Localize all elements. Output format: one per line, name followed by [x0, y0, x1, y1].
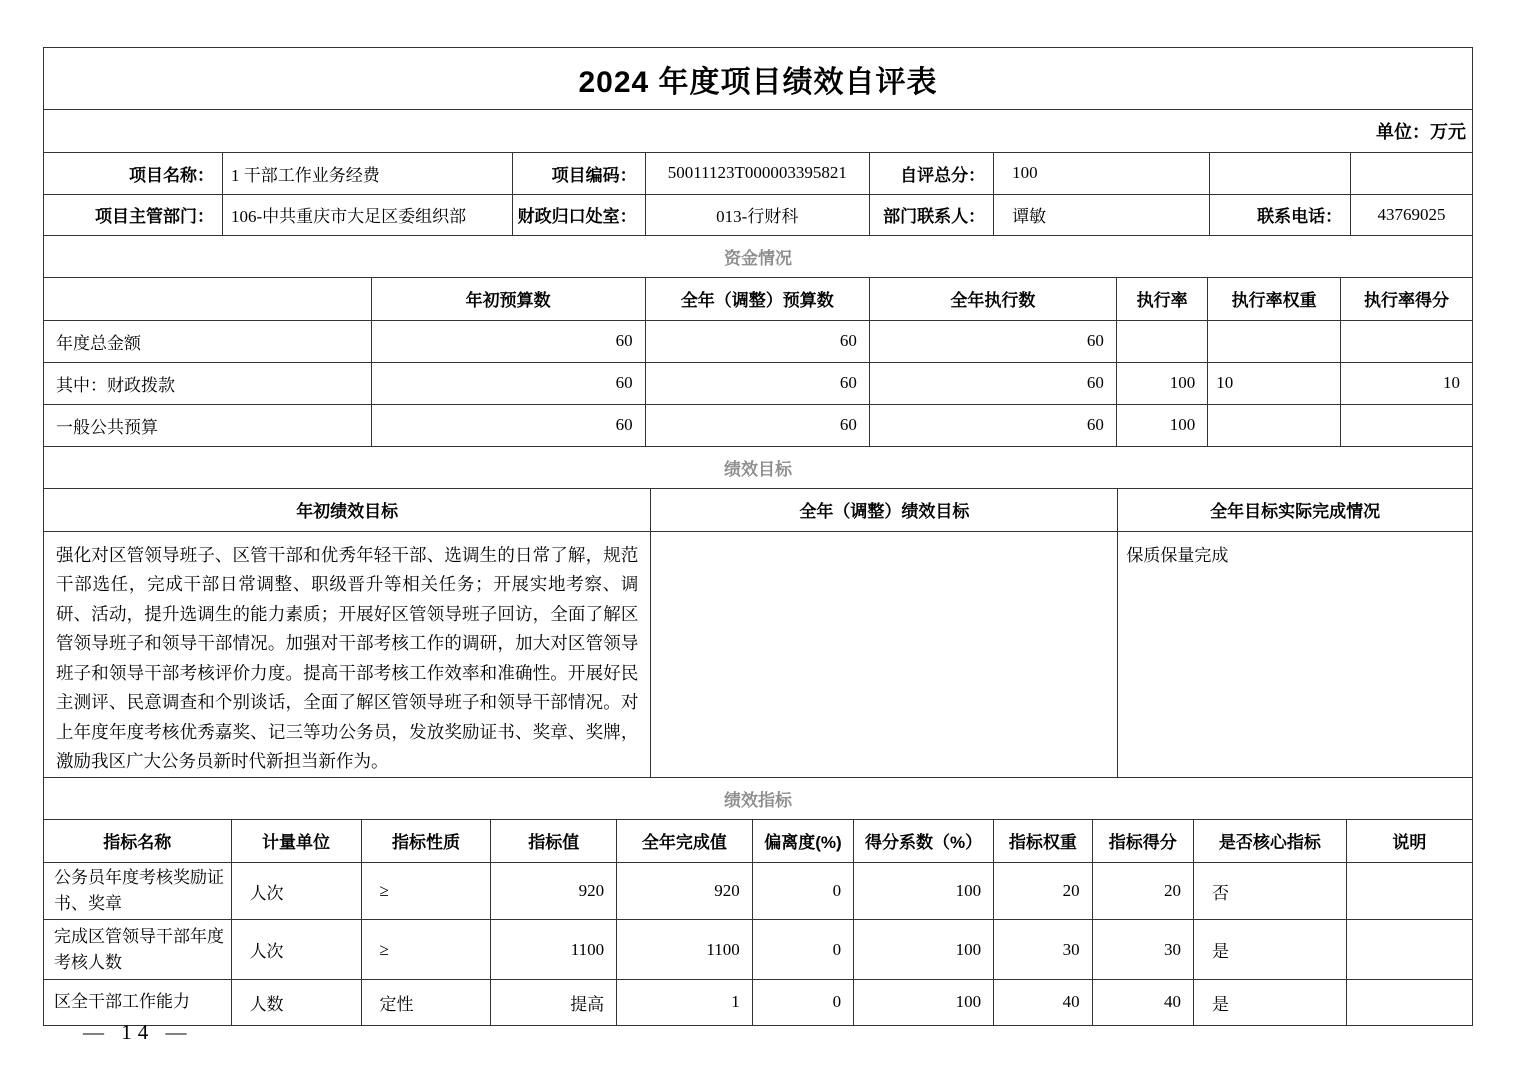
project-code-label: 项目编码： — [512, 153, 645, 194]
funding-cell: 60 — [645, 362, 869, 404]
indicator-weight: 30 — [994, 920, 1093, 980]
funding-col-rate-weight: 执行率权重 — [1208, 278, 1341, 320]
indicator-core: 是 — [1193, 980, 1346, 1025]
ind-col-target: 指标值 — [491, 820, 617, 863]
funding-cell: 60 — [645, 320, 869, 362]
ind-col-weight: 指标权重 — [994, 820, 1093, 863]
funding-cell: 10 — [1341, 362, 1472, 404]
goals-col-actual: 全年目标实际完成情况 — [1118, 489, 1472, 531]
funding-section-header — [44, 236, 1472, 278]
funding-col-initial-budget: 年初预算数 — [371, 278, 645, 320]
indicator-target: 提高 — [491, 980, 617, 1025]
indicator-nature: ≥ — [361, 863, 491, 920]
indicator-completed: 1 — [617, 980, 753, 1025]
contact-phone-label: 联系电话： — [1209, 194, 1350, 235]
ind-col-unit: 计量单位 — [231, 820, 361, 863]
goals-table — [44, 489, 1472, 778]
table-row — [44, 404, 1472, 446]
funding-cell: 60 — [371, 362, 645, 404]
indicator-note — [1346, 863, 1472, 920]
funding-col-execution-rate: 执行率 — [1116, 278, 1207, 320]
finance-office-label: 财政归口处室： — [512, 194, 645, 235]
funding-cell: 10 — [1208, 362, 1341, 404]
goals-section-title: 绩效目标 — [724, 460, 792, 479]
funding-cell: 100 — [1116, 362, 1207, 404]
indicator-target: 1100 — [491, 920, 617, 980]
department-value: 106-中共重庆市大足区委组织部 — [223, 194, 513, 235]
project-name-value: 1 干部工作业务经费 — [223, 153, 513, 194]
unit-note: 单位：万元 — [1376, 122, 1466, 142]
indicator-nature: ≥ — [361, 920, 491, 980]
indicator-weight: 40 — [994, 980, 1093, 1025]
indicator-weight: 20 — [994, 863, 1093, 920]
indicators-table — [44, 820, 1472, 1025]
indicator-score: 30 — [1092, 920, 1193, 980]
adjusted-goal-text — [651, 531, 1118, 777]
funding-cell — [1208, 404, 1341, 446]
table-row — [44, 863, 1472, 920]
funding-cell: 100 — [1116, 404, 1207, 446]
project-name-label: 项目名称： — [44, 153, 223, 194]
funding-cell: 60 — [371, 320, 645, 362]
department-label: 项目主管部门： — [44, 194, 223, 235]
ind-col-nature: 指标性质 — [361, 820, 491, 863]
ind-col-name: 指标名称 — [44, 820, 231, 863]
table-row — [44, 362, 1472, 404]
indicator-score-coef: 100 — [854, 920, 994, 980]
contact-person-value: 谭敏 — [994, 194, 1210, 235]
funding-cell: 60 — [371, 404, 645, 446]
indicator-score: 40 — [1092, 980, 1193, 1025]
table-row — [44, 320, 1472, 362]
ind-col-core: 是否核心指标 — [1193, 820, 1346, 863]
indicator-name: 完成区管领导干部年度考核人数 — [44, 920, 231, 980]
empty-cell — [1351, 153, 1472, 194]
actual-completion-text: 保质保量完成 — [1118, 531, 1472, 777]
indicator-deviation: 0 — [752, 863, 853, 920]
funding-cell: 60 — [869, 362, 1116, 404]
table-row — [44, 980, 1472, 1025]
funding-cell: 60 — [869, 320, 1116, 362]
indicator-target: 920 — [491, 863, 617, 920]
table-row — [44, 194, 1472, 235]
self-evaluation-form — [43, 47, 1473, 1026]
page-title: 2024 年度项目绩效自评表 — [578, 65, 938, 99]
indicator-score: 20 — [1092, 863, 1193, 920]
funding-row-label: 年度总金额 — [44, 320, 371, 362]
funding-table — [44, 278, 1472, 447]
funding-col-adjusted-budget: 全年（调整）预算数 — [645, 278, 869, 320]
empty-cell — [1209, 153, 1350, 194]
table-row — [44, 920, 1472, 980]
goals-col-initial: 年初绩效目标 — [44, 489, 651, 531]
contact-phone-value: 43769025 — [1351, 194, 1472, 235]
goals-col-adjusted: 全年（调整）绩效目标 — [651, 489, 1118, 531]
funding-cell — [1116, 320, 1207, 362]
goals-header-row — [44, 489, 1472, 531]
page-number: — 14 — — [83, 1020, 193, 1044]
table-row — [44, 531, 1472, 777]
indicator-deviation: 0 — [752, 980, 853, 1025]
indicator-note — [1346, 980, 1472, 1025]
indicator-name: 公务员年度考核奖励证书、奖章 — [44, 863, 231, 920]
funding-section-title: 资金情况 — [724, 249, 792, 268]
indicator-completed: 920 — [617, 863, 753, 920]
indicator-nature: 定性 — [361, 980, 491, 1025]
self-score-label: 自评总分： — [869, 153, 993, 194]
indicator-unit: 人次 — [231, 863, 361, 920]
ind-col-score: 指标得分 — [1092, 820, 1193, 863]
indicator-score-coef: 100 — [854, 980, 994, 1025]
ind-col-completed: 全年完成值 — [617, 820, 753, 863]
funding-row-label: 其中：财政拨款 — [44, 362, 371, 404]
funding-cell — [1341, 404, 1472, 446]
funding-col-rate-score: 执行率得分 — [1341, 278, 1472, 320]
unit-row — [44, 110, 1472, 153]
finance-office-value: 013-行财科 — [645, 194, 869, 235]
funding-header-row — [44, 278, 1472, 320]
funding-col-blank — [44, 278, 371, 320]
contact-person-label: 部门联系人： — [869, 194, 993, 235]
indicator-core: 否 — [1193, 863, 1346, 920]
indicators-section-title: 绩效指标 — [724, 790, 792, 810]
goals-section-header — [44, 447, 1472, 489]
project-info-table — [44, 153, 1472, 236]
funding-cell: 60 — [645, 404, 869, 446]
indicator-note — [1346, 920, 1472, 980]
table-row — [44, 153, 1472, 194]
indicators-header-row — [44, 820, 1472, 863]
funding-cell — [1208, 320, 1341, 362]
indicator-score-coef: 100 — [854, 863, 994, 920]
ind-col-deviation: 偏离度(%) — [752, 820, 853, 863]
indicator-deviation: 0 — [752, 920, 853, 980]
ind-col-score-coef: 得分系数（%） — [854, 820, 994, 863]
funding-cell: 60 — [869, 404, 1116, 446]
project-code-value: 50011123T000003395821 — [645, 153, 869, 194]
initial-goal-text: 强化对区管领导班子、区管干部和优秀年轻干部、选调生的日常了解，规范干部选任，完成干部日常调整、职级晋升等相关任务；开展实地考察、调研、活动，提升选调生的能力素质；开展好区管领导班子回访，全面了解区管领导班子和领导干部情况。加强对干部考核工作的调研，加大对区管领导班子和领导干部考核评价力度。提高干部考核工作效率和准确性。开展好民主测评、民意调查和个别谈话，全面了解区管领导班子和领导干部情况。对上年度年度考核优秀嘉奖、记三等功公务员，发放奖励证书、奖章、奖牌，激励我区广大公务员新时代新担当新作为。 — [44, 531, 651, 777]
title-row — [44, 48, 1472, 110]
indicator-completed: 1100 — [617, 920, 753, 980]
funding-row-label: 一般公共预算 — [44, 404, 371, 446]
self-score-value: 100 — [994, 153, 1210, 194]
indicators-section-header — [44, 778, 1472, 820]
indicator-name: 区全干部工作能力 — [44, 980, 231, 1025]
ind-col-note: 说明 — [1346, 820, 1472, 863]
indicator-unit: 人数 — [231, 980, 361, 1025]
indicator-core: 是 — [1193, 920, 1346, 980]
funding-cell — [1341, 320, 1472, 362]
indicator-unit: 人次 — [231, 920, 361, 980]
funding-col-executed: 全年执行数 — [869, 278, 1116, 320]
